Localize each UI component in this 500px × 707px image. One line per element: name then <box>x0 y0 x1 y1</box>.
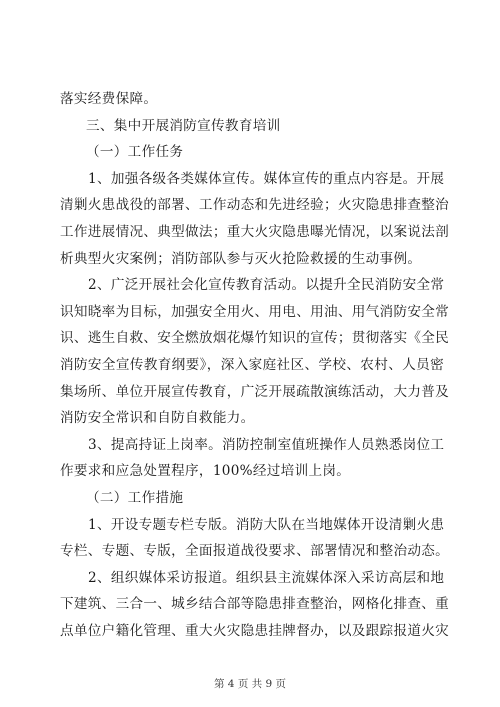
paragraph-line: 1、开设专题专栏专版。消防大队在当地媒体开设清剿火患 <box>88 516 445 533</box>
paragraph-line: 作要求和应急处置程序，100%经过培训上岗。 <box>60 463 351 480</box>
paragraph-line: 1、加强各级各类媒体宣传。媒体宣传的重点内容是。开展 <box>88 170 445 187</box>
subsection-heading: （二）工作措施 <box>86 489 184 506</box>
paragraph-line: 点单位户籍化管理、重大火灾隐患挂牌督办，以及跟踪报道火灾 <box>60 622 450 639</box>
paragraph-line: 专栏、专题、专版，全面报道战役要求、部署情况和整治动态。 <box>60 543 450 560</box>
paragraph-line: 3、提高持证上岗率。消防控制室值班操作人员熟悉岗位工 <box>88 436 445 453</box>
page-number-footer: 第 4 页 共 9 页 <box>213 678 287 690</box>
paragraph-line: 集场所、单位开展宣传教育，广泛开展疏散演练活动，大力普及 <box>60 383 450 400</box>
paragraph-line: 析典型火灾案例；消防部队参与灭火抢险救援的生动事例。 <box>60 250 422 267</box>
subsection-heading: （一）工作任务 <box>86 144 184 161</box>
paragraph-line: 清剿火患战役的部署、工作动态和先进经验；火灾隐患排查整治 <box>60 197 450 214</box>
paragraph-line: 工作进展情况、典型做法；重大火灾隐患曝光情况，以案说法剖 <box>60 223 450 240</box>
document-body <box>60 86 450 644</box>
paragraph-line: 识、逃生自救、安全燃放烟花爆竹知识的宣传；贯彻落实《全民 <box>60 330 450 347</box>
section-heading: 三、集中开展消防宣传教育培训 <box>86 117 281 134</box>
paragraph-line: 下建筑、三合一、城乡结合部等隐患排查整治，网格化排查、重 <box>60 596 450 613</box>
paragraph-line: 2、组织媒体采访报道。组织县主流媒体深入采访高层和地 <box>88 569 445 586</box>
paragraph-line: 2、广泛开展社会化宣传教育活动。以提升全民消防安全常 <box>88 277 445 294</box>
paragraph-line: 落实经费保障。 <box>60 91 158 107</box>
paragraph-line: 识知晓率为目标，加强安全用火、用电、用油、用气消防安全常 <box>60 303 450 320</box>
paragraph-line: 消防安全宣传教育纲要》，深入家庭社区、学校、农村、人员密 <box>60 356 444 373</box>
paragraph-line: 消防安全常识和自防自救能力。 <box>60 410 255 427</box>
